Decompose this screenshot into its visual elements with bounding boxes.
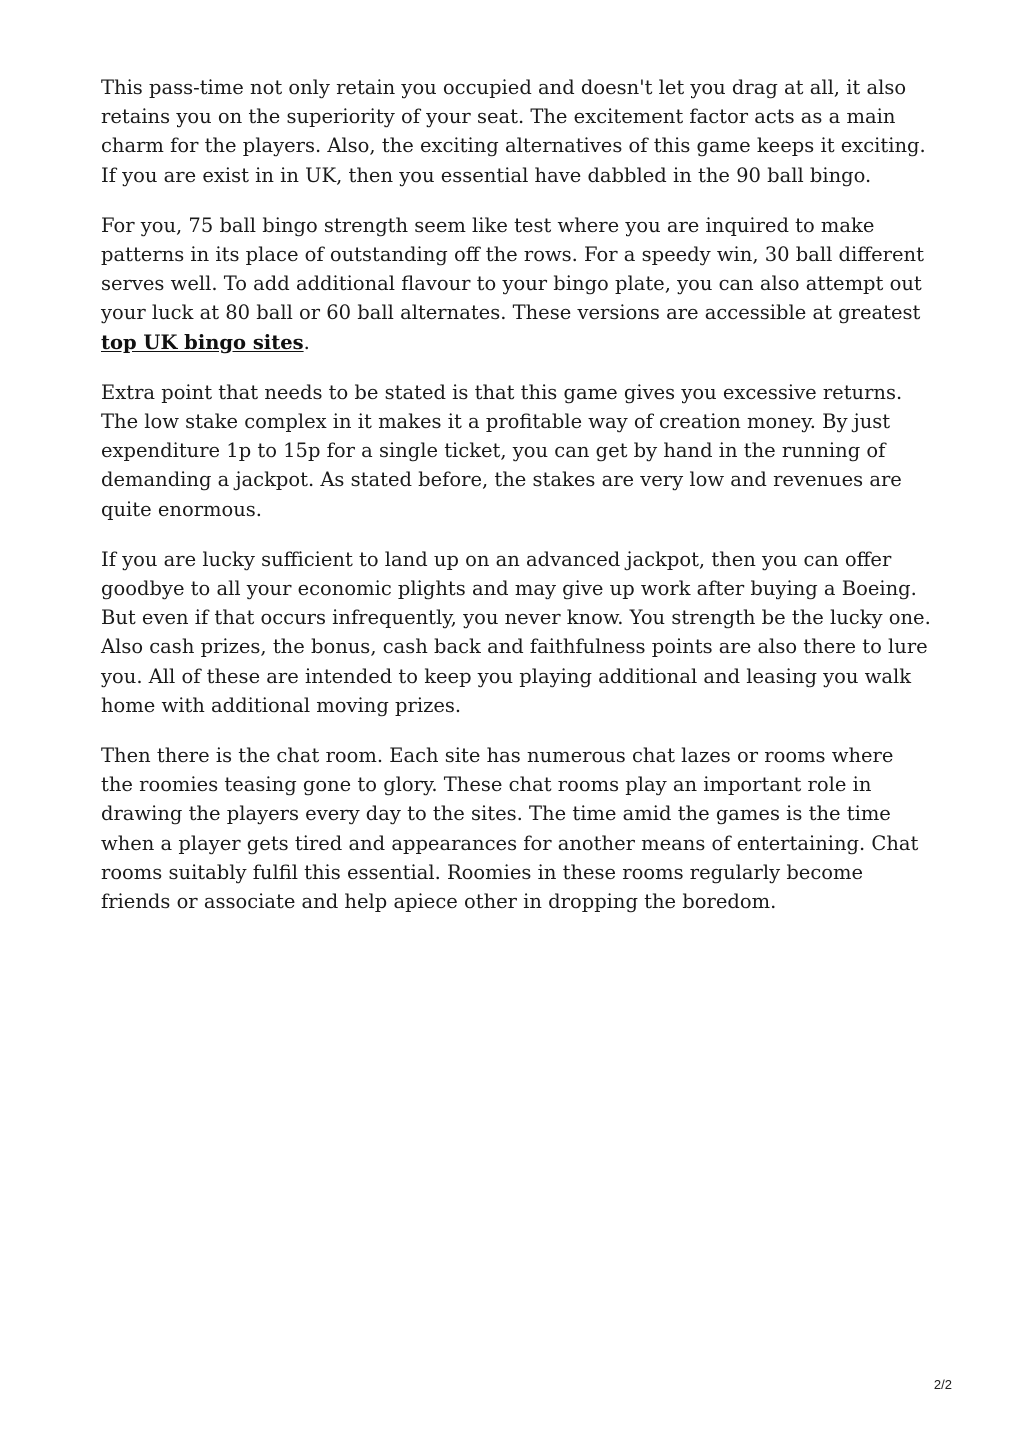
top-uk-bingo-sites-link[interactable]: top UK bingo sites: [101, 330, 304, 354]
paragraph-5: Then there is the chat room. Each site has numerous chat lazes or rooms where the roomies teasing gone to glory. These chat rooms play an important role in drawing the players every day to the sites. The time amid the games is the time when a player gets tired and appearances for another means of entertaining. Chat rooms suitably fulfil this essential. Roomies in these rooms regularly become friends or associate and help apiece other in dropping the boredom.: [101, 744, 919, 914]
paragraph-3: Extra point that needs to be stated is that this game gives you excessive returns. The low stake complex in it makes it a profitable way of creation money. By just expenditure 1p to 15p for a single ticket, you can get by hand in the running of demanding a jackpot. As stated before, the stakes are very low and revenues are quite enormous.: [101, 380, 903, 521]
paragraph-2: [101, 211, 931, 357]
paragraph-1: This pass-time not only retain you occupied and doesn't let you drag at all, it also retains you on the superiority of your seat. The excitement factor acts as a main charm for the players. Also, the exciting alternatives of this game keeps it exciting. If you are exist in in UK, then you essential have dabbled in the 90 ball bingo.: [101, 76, 926, 187]
page-number: 2/2: [933, 1377, 952, 1392]
document-body: [101, 73, 931, 937]
paragraph-4: If you are lucky sufficient to land up on an advanced jackpot, then you can offer goodbye to all your economic plights and may give up work after buying a Boeing. But even if that occurs infrequently, you never know. You strength be the lucky one. Also cash prizes, the bonus, cash back and faithfulness points are also there to lure you. All of these are intended to keep you playing additional and leasing you walk home with additional moving prizes.: [101, 547, 931, 717]
paragraph-2-period: .: [303, 330, 310, 354]
paragraph-2-text: For you, 75 ball bingo strength seem like test where you are inquired to make patterns in its place of outstanding off the rows. For a speedy win, 30 ball different serves well. To add additional flavour to your bingo plate, you can also attempt out your luck at 80 ball or 60 ball alternates. These versions are accessible at greatest: [101, 213, 924, 325]
